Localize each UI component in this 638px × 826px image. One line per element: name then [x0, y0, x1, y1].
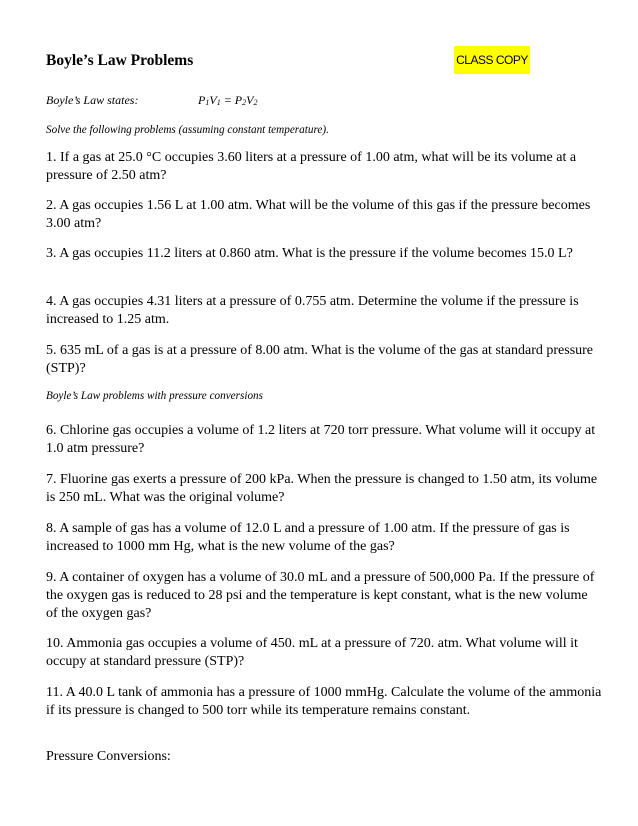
- instructions: Solve the following problems (assuming constant temperature).: [46, 124, 329, 136]
- problem-1: 1. If a gas at 25.0 °C occupies 3.60 liters at a pressure of 1.00 atm, what will be its volume at a pressure of 2.50 atm?: [46, 150, 577, 183]
- pressure-conversions-heading: Pressure Conversions:: [46, 749, 171, 764]
- formula-p1: P: [198, 93, 206, 107]
- formula-sub-1: 1: [205, 98, 210, 107]
- formula-sub-2: 1: [216, 98, 221, 107]
- formula-equals: =: [220, 93, 235, 107]
- boyles-law-formula: [198, 93, 257, 108]
- problem-8: 8. A sample of gas has a volume of 12.0 L and a pressure of 1.00 atm. If the pressure of gas is increased to 1000 mm Hg, what is the new volume of the gas?: [46, 521, 570, 554]
- problem-7: 7. Fluorine gas exerts a pressure of 200 kPa. When the pressure is changed to 1.50 atm, its volume is 250 mL. What was the original volume?: [46, 472, 598, 505]
- law-label: Boyle’s Law states:: [46, 93, 139, 107]
- formula-p2: P: [234, 93, 243, 107]
- problem-10: 10. Ammonia gas occupies a volume of 450. mL at a pressure of 720. atm. What volume will it occupy at standard pressure (STP)?: [46, 636, 578, 669]
- problem-6: 6. Chlorine gas occupies a volume of 1.2 liters at 720 torr pressure. What volume will it occupy at 1.0 atm pressure?: [46, 423, 596, 456]
- formula-v2: V: [246, 93, 254, 107]
- formula-sub-4: 2: [253, 98, 258, 107]
- worksheet-title: Boyle’s Law Problems: [46, 52, 194, 69]
- problem-3: 3. A gas occupies 11.2 liters at 0.860 atm. What is the pressure if the volume becomes 15.0 L?: [46, 246, 573, 261]
- formula-v1: V: [209, 93, 217, 107]
- section-heading-conversions: Boyle’s Law problems with pressure conversions: [46, 390, 264, 402]
- problem-4: 4. A gas occupies 4.31 liters at a pressure of 0.755 atm. Determine the volume if the pressure is increased to 1.25 atm.: [46, 294, 579, 327]
- formula-sub-3: 2: [242, 98, 247, 107]
- problem-9: 9. A container of oxygen has a volume of 30.0 mL and a pressure of 500,000 Pa. If the pressure of the oxygen gas is reduced to 28 psi and the temperature is kept constant, what is the new volume of the oxygen gas?: [46, 570, 595, 621]
- problem-5: 5. 635 mL of a gas is at a pressure of 8.00 atm. What is the volume of the gas at standard pressure (STP)?: [46, 343, 594, 376]
- problem-11: 11. A 40.0 L tank of ammonia has a pressure of 1000 mmHg. Calculate the volume of the ammonia if its pressure is changed to 500 torr while its temperature remains constant.: [46, 685, 602, 718]
- problem-2: 2. A gas occupies 1.56 L at 1.00 atm. What will be the volume of this gas if the pressure becomes 3.00 atm?: [46, 198, 591, 231]
- class-copy-badge: CLASS COPY: [454, 46, 530, 74]
